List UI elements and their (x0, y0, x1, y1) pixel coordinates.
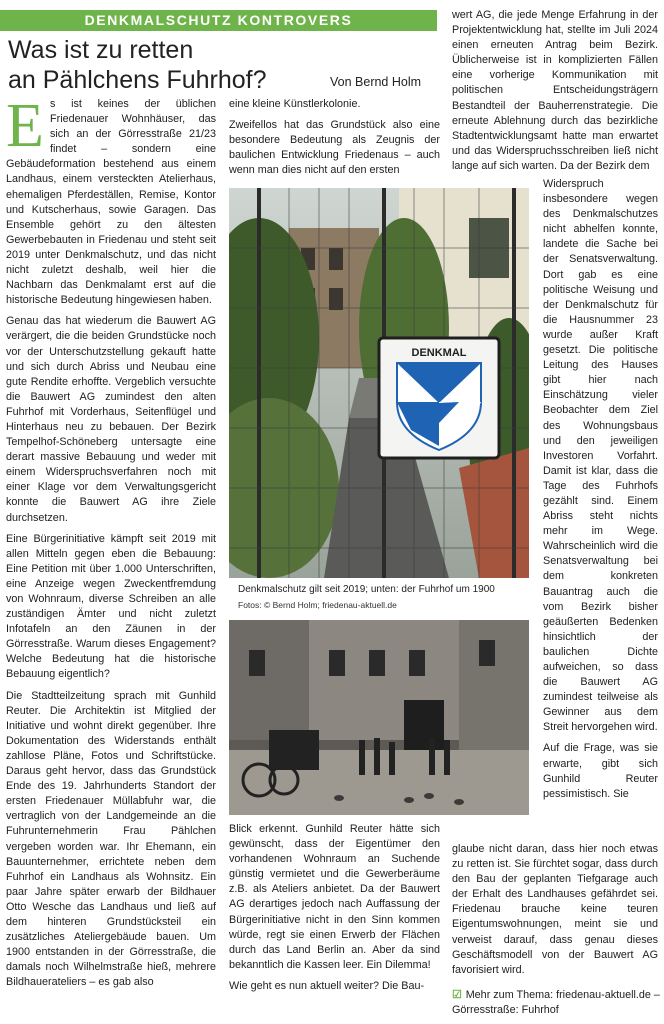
paragraph: Genau das hat wiederum die Bauwert AG verärgert, die die beiden Grundstücke noch vor der Unterschutzstellung gekauft hatte und sich durch Abriss und Neubau eine gute Rendite erhoffte. Vergeblich versuchte die Bauwert AG zumindest den alten Fuhrhof mit Vorderhaus, Seitenflügel und Hinterhaus neu zu bebauen. Der Bezirk Tempelhof-Schöneberg untersagte eine derart massive Bebauung und weder mit einem Widerspruchsverfahren noch mit einer Klage vor dem Verwaltungsgericht konnte die Bauwert AG ihre Ziele durchsetzen. (6, 315, 216, 524)
section-rubric: DENKMALSCHUTZ KONTROVERS (0, 10, 437, 31)
photo-fence-denkmal-sign (229, 188, 529, 578)
paragraph-text: s ist keines der üblichen Friedenauer Wohnhäuser, das sich an der Görresstraße 21/23 findet – sondern eine Gebäudeformation bestehend aus einem Landhaus, einem versteckten Atelierhaus, ehemaligen Pferdeställen, Remise, Kontor und Kutscherhaus, sowie Garagen. Das Ensemble gehört zu den ältesten Gewerbebauten in Friedenau und steht seit 2019 unter Denkmalschutz, und das nicht nicht zuletzt deshalb, weil hier die Nachbarn das Denkmalamt erst auf die historische Bedeutung hingewiesen haben. (6, 98, 216, 307)
paragraph: Zweifellos hat das Grundstück also eine besondere Bedeutung als Zeugnis der baulichen Entwicklung Friedenaus – auch wenn man dies nicht auf den ersten (229, 119, 440, 177)
more-link[interactable]: Mehr zum Thema: friedenau-aktuell.de – Görresstraße: Fuhrhof (452, 989, 660, 1016)
byline: Von Bernd Holm (330, 75, 422, 89)
article-column-3-top (452, 8, 658, 180)
paragraph: wert AG, die jede Menge Erfahrung in der Projektentwicklung hat, stellte im Juli 2024 einen erneuten Antrag beim Bezirk. Üblicherweise ist in komplizierten Fällen eine vorherige Kommunikation mit politischen Entscheidungsträgern Bestandteil der Bauherrenstrategie. Die erneute Ablehnung durch das bezirkliche Stadtentwicklungsamt hatte man erwartet und das Widerspruchsschreiben ließ nicht lange auf sich warten. Da der Bezirk dem (452, 9, 658, 172)
article-column-2-bottom (229, 822, 440, 1000)
article-column-3-narrow (543, 177, 658, 808)
paragraph: glaube nicht daran, dass hier noch etwas zu retten ist. Sie fürchtet sogar, dass durch den Bau der geplanten Tiefgarage auch der Erhalt des Landhauses gefährdet sei. Friedenau brauche keine teuren Eigentumswohnungen, meint sie und verweist darauf, dass genau dieses Geschäftsmodell von der Bauwert AG favorisiert wird. (452, 843, 658, 976)
checkbox-icon: ☑ (452, 989, 462, 1001)
article-column-3-bottom (452, 842, 658, 984)
photo-historic-fuhrhof (229, 620, 529, 815)
drop-cap: E (6, 92, 44, 160)
paragraph: Wie geht es nun aktuell weiter? Die Bau- (229, 979, 425, 992)
photo-caption: Denkmalschutz gilt seit 2019; unten: der Fuhrhof um 1900 (238, 584, 495, 595)
paragraph: Eine Bürgerinitiative kämpft seit 2019 mit allen Mitteln gegen eben die Bebauung: Eine Petition mit über 1.000 Unterschriften, eine Anzeige wegen Zweckentfremdung von Wohnraum, diverse Schreiben an alle zuständigen Ämter und nicht zuletzt Infotafeln an den Zäunen in der Görresstraße. Warum dieses Engagement? Welche Bedeutung hat die historische Bebauung eigentlich? (6, 532, 216, 681)
paragraph: eine kleine Künstlerkolonie. (229, 98, 361, 110)
article-column-1 (6, 92, 216, 996)
more-on-topic[interactable] (452, 988, 662, 1018)
paragraph: Blick erkennt. Gunhild Reuter hätte sich gewünscht, dass der Eigentümer den vorhandenen Wohnraum an Suchende günstig vermietet und die Gewerberäume z.B. als Ateliers anbietet. Da der Bauwert AG derartiges jedoch nach Auffassung der Bürgerinitiative nicht in den Sinn kommen würde, regt sie einen Erwerb der Flächen durch das Land Berlin an. Aber da sind bekanntlich die Kassen leer. Ein Dilemma! (229, 823, 440, 971)
article-column-2-top (229, 97, 440, 184)
paragraph: Auf die Frage, was sie erwarte, gibt sich Gunhild Reuter pessimistisch. Sie (543, 742, 658, 800)
paragraph: Widerspruch insbesondere wegen des Denkmalschutzes nicht abhelfen konnte, landete die Sache bei der Senatsverwaltung. Dort gab es eine politische Weisung und der Denkmalschutz für die Hausnummer 23 wurde außer Kraft gesetzt. Die politische Leitung des Hauses gibt hier nach Einschätzung vieler Beobachter dem Ziel des Wohnungsbaus und den jeweiligen Investoren Vorfahrt. Damit ist klar, dass die Tage des Fuhrhofs gezählt sind. Einem Abriss steht nichts mehr im Wege. Wahrscheinlich wird die Senatsverwaltung bei dem konkreten Bauantrag auch die vom Bezirk bisher geäußerten Bedenken hinsichtlich der baulichen Dichte aufweichen, so dass die Bauwert AG zumindest teilweise als Gewinner aus dem Streit hervorgehen wird. (543, 178, 658, 734)
denkmal-sign-icon (379, 338, 499, 458)
headline (8, 35, 328, 95)
paragraph: Die Stadtteilzeitung sprach mit Gunhild Reuter. Die Architektin ist Mitglied der Initiative und wohnt direkt gegenüber. Ihre Dokumentation des Widerstands enthält zahllose Pläne, Fotos und Schriftstücke. Daraus geht hervor, dass das Grundstück Ende des 19. Jahrhunderts Standort der ersten Friedenauer Müllabfuhr war, die vertraglich von der Landgemeinde an die Fuhrunternehmerin Frau Pählchen vergeben worden war. Ihr Ehemann, ein Bauunternehmer, errichtete neben dem Fuhrhof ein Landhaus als Wohnsitz. Ein paar Jahre später erwarb der Bildhauer Otto Wesche das Landhaus und ließ auf dem hinteren Grundstücksteil ein zusätzliches Ateliergebäude bauen. Um 1900 entstanden in der Görresstraße, die damals noch Wilhelmstraße hieß, mehrere Bildhauerateliers – es gab also (6, 689, 216, 989)
headline-line-2: an Pählchens Fuhrhof? (8, 66, 267, 94)
sign-label: DENKMAL (411, 347, 467, 359)
photo-credit: Fotos: © Bernd Holm; friedenau-aktuell.de (238, 600, 397, 610)
headline-line-1: Was ist zu retten (8, 36, 194, 64)
paragraph (6, 92, 216, 308)
